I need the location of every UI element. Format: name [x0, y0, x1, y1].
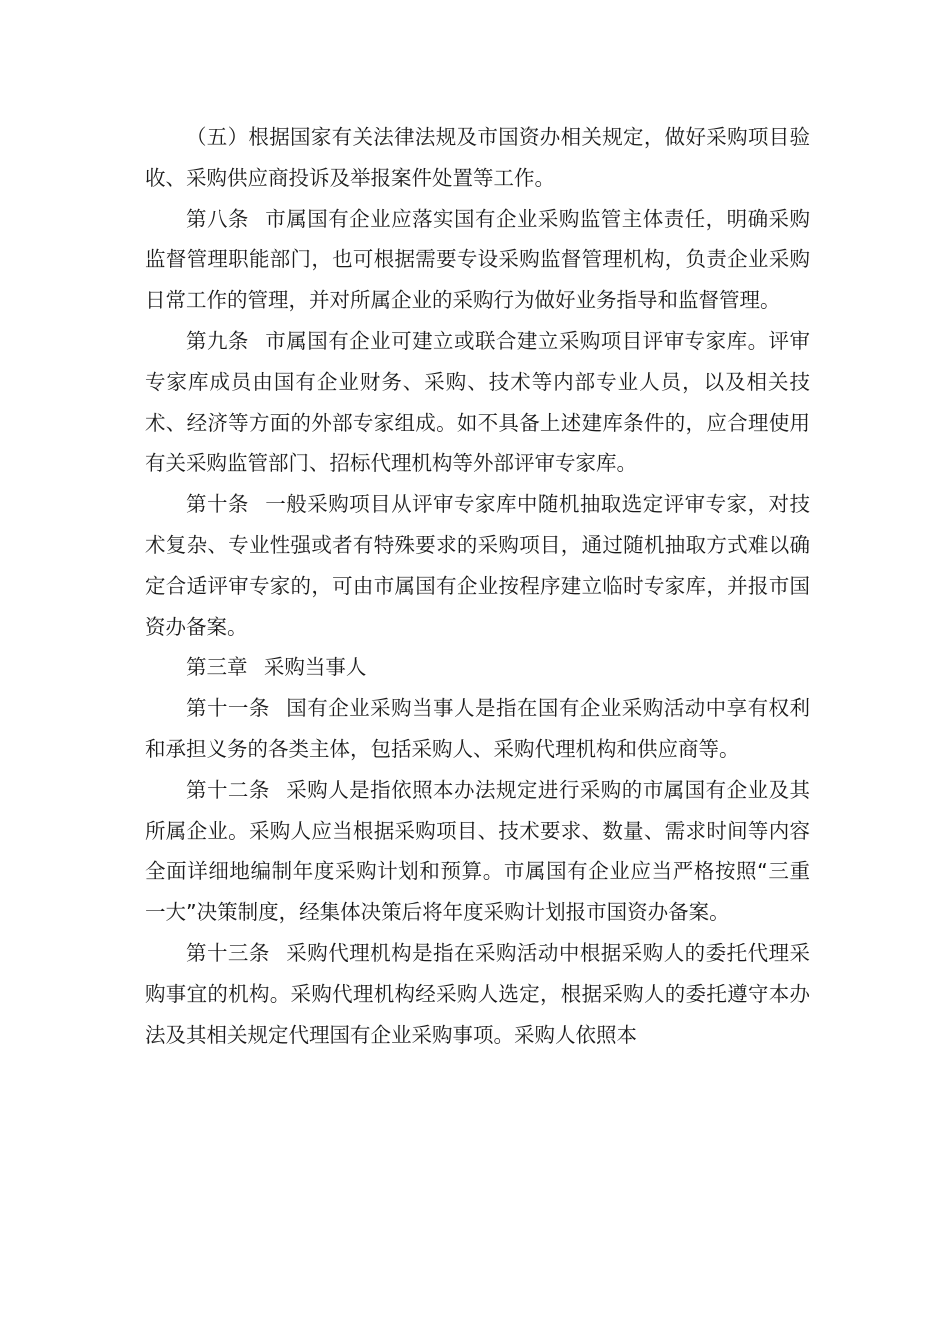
- article-heading: 第十一条: [186, 696, 270, 721]
- article-heading: 第八条: [186, 206, 249, 231]
- article-text: 市属国有企业应落实国有企业采购监管主体责任，明确采购监督管理职能部门，也可根据需要专设采购监督管理机构，负责企业采购日常工作的管理，并对所属企业的采购行为做好业务指导和监督管理。: [145, 206, 811, 313]
- article-text: 采购人是指依照本办法规定进行采购的市属国有企业及其所属企业。采购人应当根据采购项目、技术要求、数量、需求时间等内容全面详细地编制年度采购计划和预算。市属国有企业应当严格按照“三重一大”决策制度，经集体决策后将年度采购计划报市国资办备案。: [145, 777, 811, 925]
- paragraph-text: （五）根据国家有关法律法规及市国资办相关规定，做好采购项目验收、采购供应商投诉及举报案件处置等工作。: [145, 125, 810, 190]
- paragraph-item-5: [145, 117, 810, 199]
- article-text: 市属国有企业可建立或联合建立采购项目评审专家库。评审专家库成员由国有企业财务、采购、技术等内部专业人员，以及相关技术、经济等方面的外部专家组成。如不具备上述建库条件的，应合理使用有关采购监管部门、招标代理机构等外部评审专家库。: [145, 328, 811, 476]
- document-body: [145, 117, 810, 1055]
- article-heading: 第十条: [186, 492, 249, 517]
- article-text: 国有企业采购当事人是指在国有企业采购活动中享有权利和承担义务的各类主体，包括采购人、采购代理机构和供应商等。: [145, 696, 811, 761]
- chapter-title: 采购当事人: [263, 655, 367, 680]
- chapter-3-heading: [145, 647, 810, 688]
- article-9: [145, 321, 810, 484]
- article-10: [145, 484, 810, 647]
- article-8: [145, 199, 810, 321]
- article-heading: 第十二条: [186, 777, 270, 802]
- article-text: 一般采购项目从评审专家库中随机抽取选定评审专家，对技术复杂、专业性强或者有特殊要求的采购项目，通过随机抽取方式难以确定合适评审专家的，可由市属国有企业按程序建立临时专家库，并报市国资办备案。: [145, 492, 811, 639]
- article-12: [145, 770, 810, 933]
- article-text: 采购代理机构是指在采购活动中根据采购人的委托代理采购事宜的机构。采购代理机构经采购人选定，根据采购人的委托遵守本办法及其相关规定代理国有企业采购事项。采购人依照本: [145, 940, 811, 1047]
- article-13: [145, 933, 810, 1055]
- article-heading: 第九条: [186, 328, 249, 353]
- article-heading: 第十三条: [186, 940, 270, 965]
- chapter-number: 第三章: [186, 655, 248, 680]
- article-11: [145, 688, 810, 770]
